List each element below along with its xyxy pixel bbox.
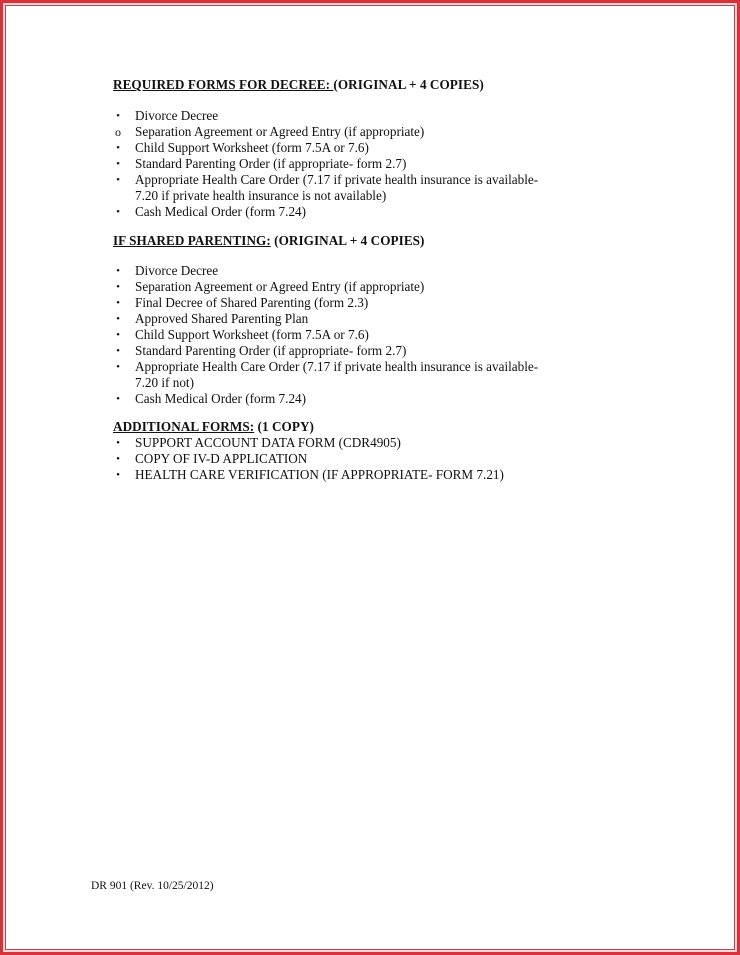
list-item	[113, 108, 583, 124]
bullet-icon: •	[116, 361, 120, 373]
additional-forms-list	[113, 435, 583, 483]
list-item	[113, 435, 583, 451]
list-item	[113, 327, 583, 343]
list-item-text: Approved Shared Parenting Plan	[135, 311, 309, 326]
bullet-icon: •	[116, 281, 120, 293]
list-item	[113, 467, 583, 483]
list-item-text: 7.20 if private health insurance is not available)	[135, 188, 387, 203]
bullet-icon: •	[116, 297, 120, 309]
list-item-text: Appropriate Health Care Order (7.17 if private health insurance is available-	[135, 359, 539, 374]
list-item	[113, 156, 583, 172]
section-heading-required-forms: REQUIRED FORMS FOR DECREE: (ORIGINAL + 4 COPIES)	[113, 77, 484, 92]
list-item-text: Cash Medical Order (form 7.24)	[135, 204, 307, 219]
bullet-icon: •	[116, 206, 120, 218]
bullet-icon: •	[116, 110, 120, 122]
list-item	[113, 451, 583, 467]
form-revision-footer: DR 901 (Rev. 10/25/2012)	[91, 880, 214, 892]
section-heading-shared-parenting: IF SHARED PARENTING: (ORIGINAL + 4 COPIES)	[113, 233, 425, 248]
bullet-icon: •	[116, 313, 120, 325]
bullet-icon: •	[116, 158, 120, 170]
bullet-icon: •	[116, 329, 120, 341]
bullet-icon: •	[116, 345, 120, 357]
section-heading-additional-forms: ADDITIONAL FORMS: (1 COPY)	[113, 419, 314, 434]
list-item-text: Divorce Decree	[135, 108, 219, 123]
list-item	[113, 124, 583, 140]
list-item	[113, 140, 583, 156]
list-item-text: Standard Parenting Order (if appropriate- form 2.7)	[135, 156, 407, 171]
list-item-text: 7.20 if not)	[135, 375, 194, 390]
bullet-icon: •	[116, 469, 120, 481]
list-item-text: Final Decree of Shared Parenting (form 2.3)	[135, 295, 369, 310]
bullet-icon: •	[116, 265, 120, 277]
list-item	[113, 263, 583, 279]
list-item-text: Separation Agreement or Agreed Entry (if appropriate)	[135, 279, 425, 294]
list-item	[113, 311, 583, 327]
bullet-icon: •	[116, 453, 120, 465]
list-item	[113, 295, 583, 311]
list-item	[113, 279, 583, 295]
list-item-text: Cash Medical Order (form 7.24)	[135, 391, 307, 406]
list-item-text: Separation Agreement or Agreed Entry (if appropriate)	[135, 124, 425, 139]
list-item-text: Divorce Decree	[135, 263, 219, 278]
list-item	[113, 204, 583, 220]
list-item-text: COPY OF IV-D APPLICATION	[135, 451, 308, 466]
hollow-bullet-icon: o	[115, 125, 121, 139]
bullet-icon: •	[116, 174, 120, 186]
list-item	[113, 343, 583, 359]
list-item-text: Child Support Worksheet (form 7.5A or 7.6)	[135, 327, 369, 342]
bullet-icon: •	[116, 142, 120, 154]
list-item-text: HEALTH CARE VERIFICATION (IF APPROPRIATE- FORM 7.21)	[135, 467, 504, 482]
list-item-text: SUPPORT ACCOUNT DATA FORM (CDR4905)	[135, 435, 401, 450]
required-forms-list	[113, 108, 583, 220]
list-item-text: Appropriate Health Care Order (7.17 if private health insurance is available-	[135, 172, 539, 187]
list-item-text: Child Support Worksheet (form 7.5A or 7.6)	[135, 140, 369, 155]
list-item-text: Standard Parenting Order (if appropriate- form 2.7)	[135, 343, 407, 358]
list-item	[113, 359, 583, 391]
bullet-icon: •	[116, 393, 120, 405]
list-item	[113, 391, 583, 407]
shared-parenting-list	[113, 263, 583, 407]
list-item	[113, 172, 583, 204]
bullet-icon: •	[116, 437, 120, 449]
